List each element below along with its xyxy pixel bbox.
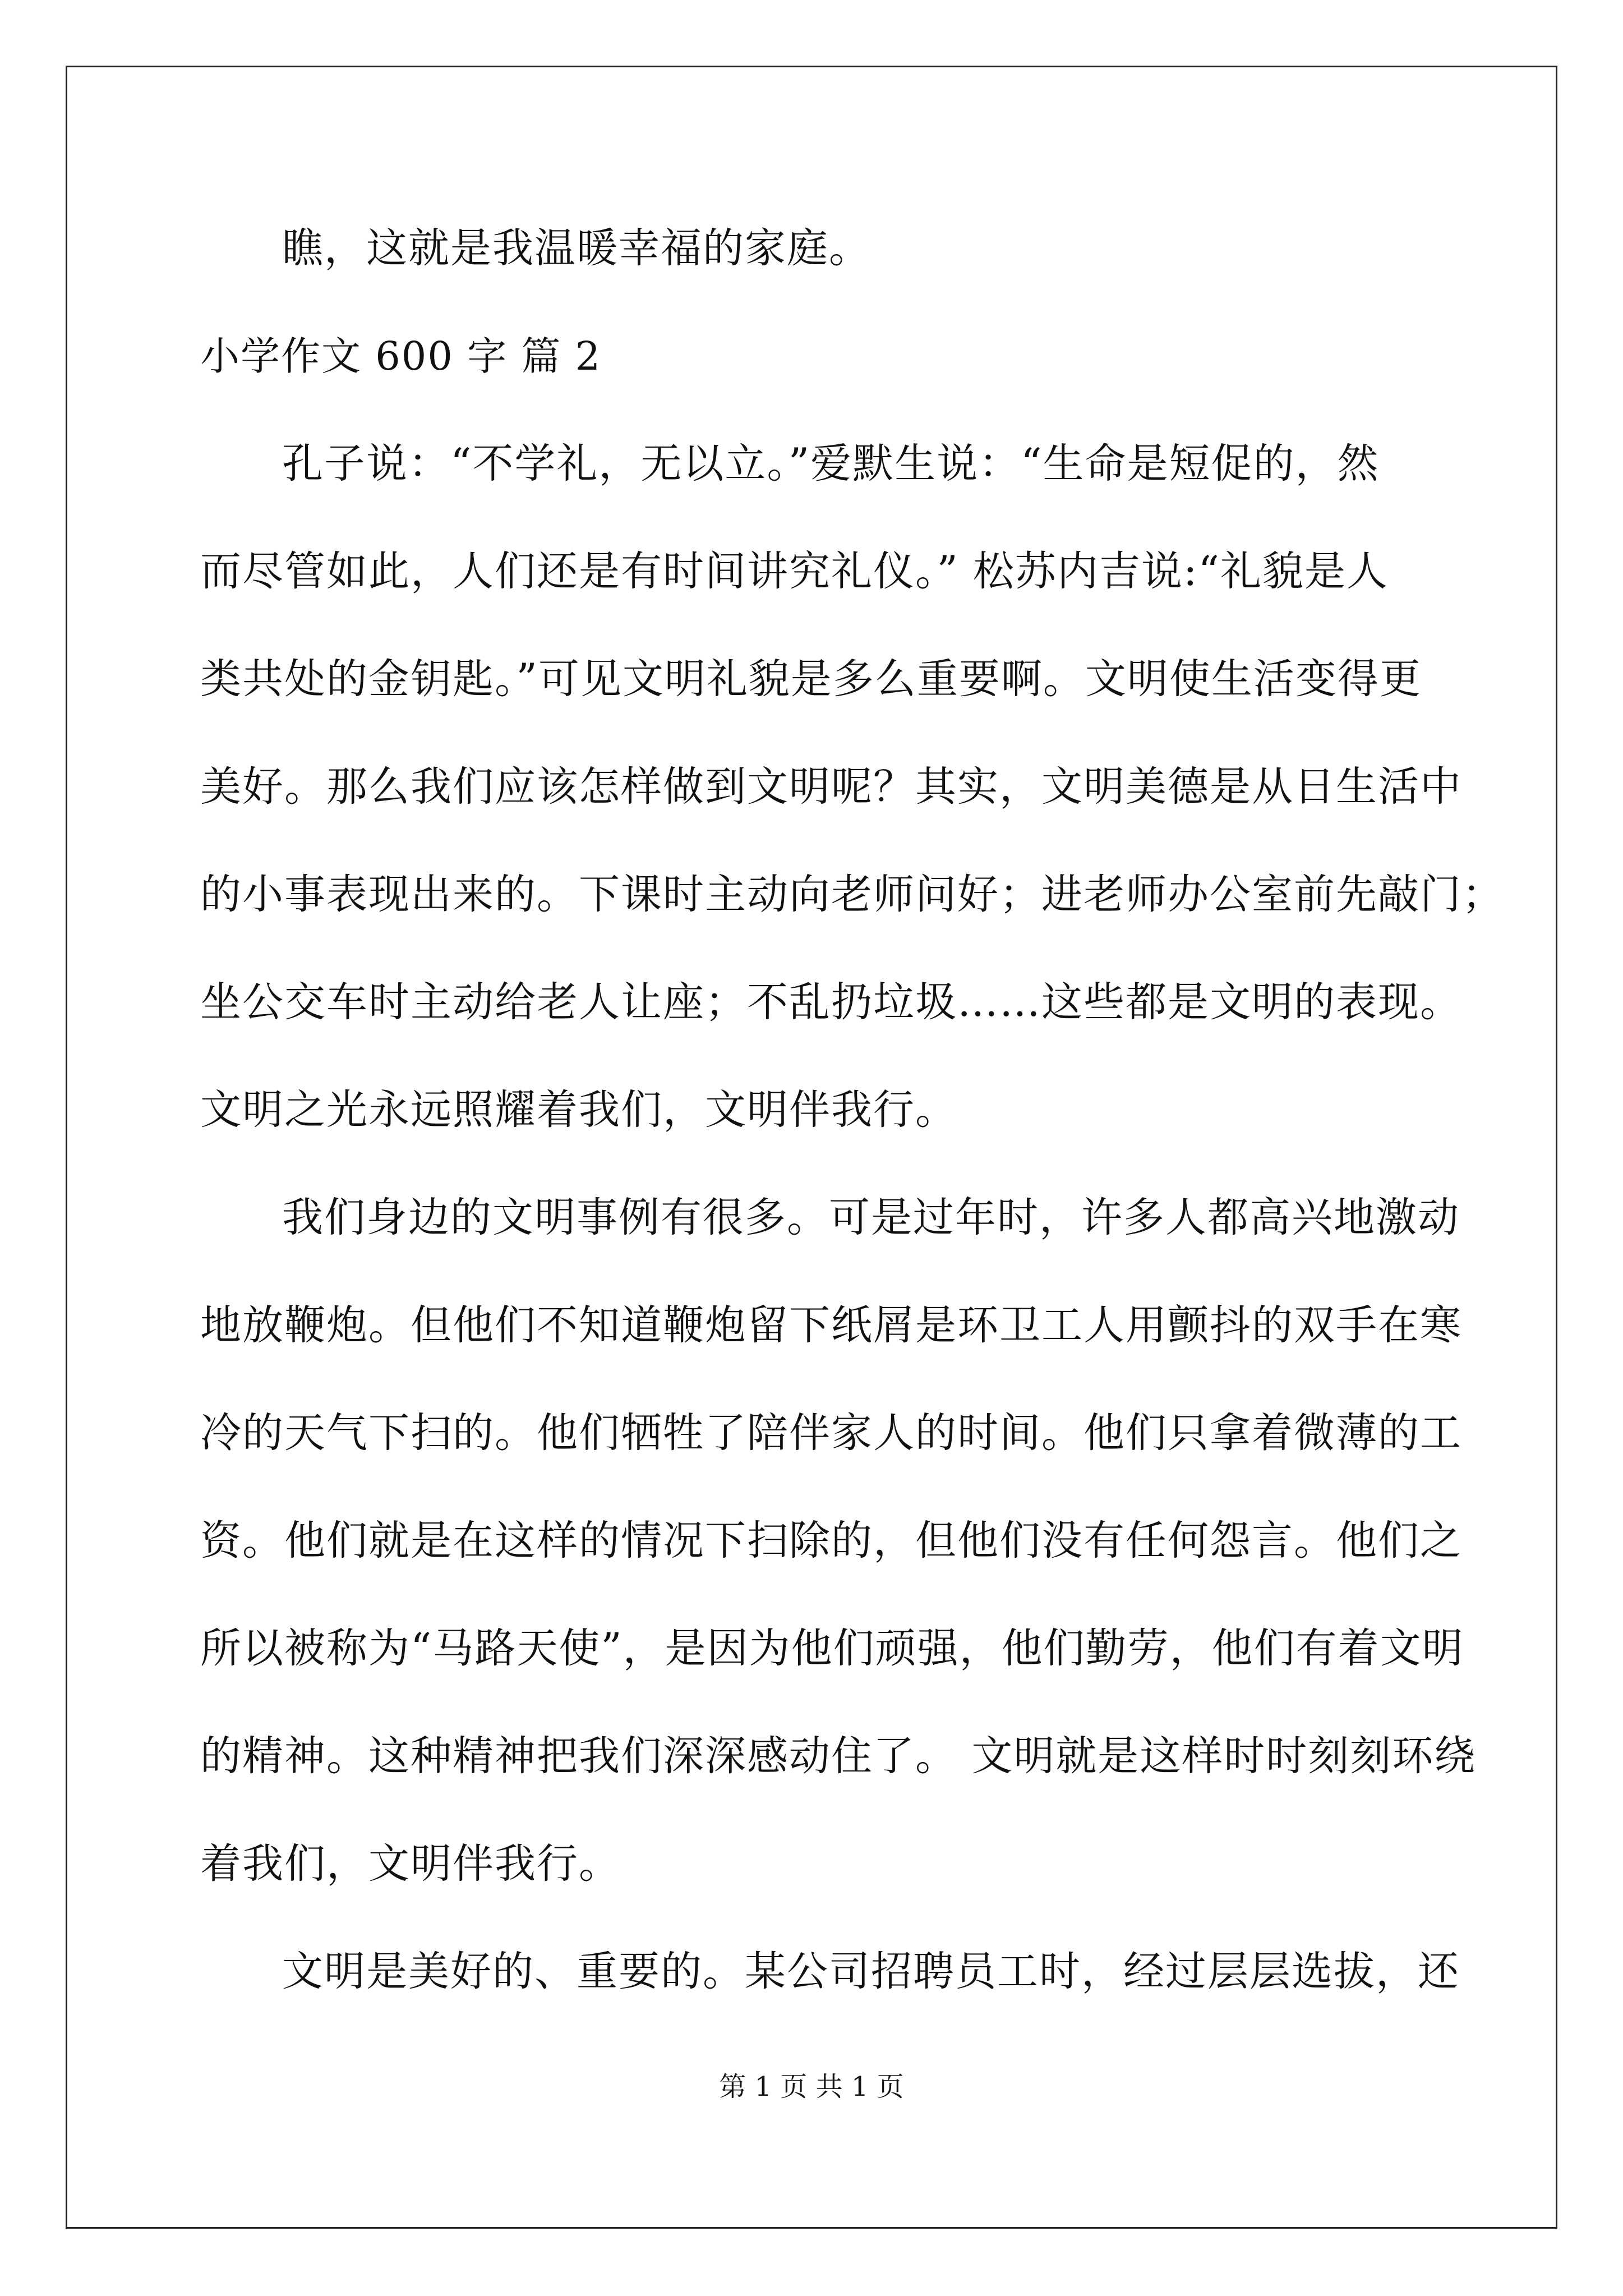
paragraph-line: 美好。那么我们应该怎样做到文明呢？其实，文明美德是从日生活中: [200, 763, 1462, 811]
paragraph-line: 冷的天气下扫的。他们牺牲了陪伴家人的时间。他们只拿着微薄的工: [200, 1409, 1462, 1457]
paragraph-line: 地放鞭炮。但他们不知道鞭炮留下纸屑是环卫工人用颤抖的双手在寒: [200, 1301, 1462, 1349]
paragraph-line: 坐公交车时主动给老人让座；不乱扔垃圾……这些都是文明的表现。: [200, 978, 1462, 1026]
paragraph-line: 的精神。这种精神把我们深深感动住了。 文明就是这样时时刻刻环绕: [200, 1732, 1477, 1780]
paragraph-line: 类共处的金钥匙。”可见文明礼貌是多么重要啊。文明使生活变得更: [200, 655, 1422, 703]
section-heading: 小学作文 600 字 篇 2: [200, 333, 602, 379]
paragraph-line: 文明是美好的、重要的。某公司招聘员工时，经过层层选拔，还: [282, 1948, 1460, 1995]
paragraph-line: 所以被称为“马路天使”，是因为他们顽强，他们勤劳，他们有着文明: [200, 1625, 1464, 1672]
paragraph-line: 我们身边的文明事例有很多。可是过年时，许多人都高兴地激动: [282, 1194, 1460, 1241]
paragraph-line: 着我们，文明伴我行。: [200, 1840, 621, 1888]
page-footer: 第 1 页 共 1 页: [719, 2071, 904, 2102]
paragraph-line: 而尽管如此，人们还是有时间讲究礼仪。” 松苏内吉说:“礼貌是人: [200, 547, 1389, 595]
paragraph-line: 文明之光永远照耀着我们，文明伴我行。: [200, 1086, 957, 1134]
paragraph-line: 的小事表现出来的。下课时主动向老师问好；进老师办公室前先敲门；: [200, 871, 1504, 918]
paragraph-line: 孔子说：“不学礼，无以立。”爱默生说：“生命是短促的，然: [282, 440, 1380, 487]
paragraph-line: 瞧，这就是我温暖幸福的家庭。: [282, 224, 871, 272]
paragraph-line: 资。他们就是在这样的情况下扫除的，但他们没有任何怨言。他们之: [200, 1517, 1462, 1565]
document-body: [200, 222, 1504, 2053]
